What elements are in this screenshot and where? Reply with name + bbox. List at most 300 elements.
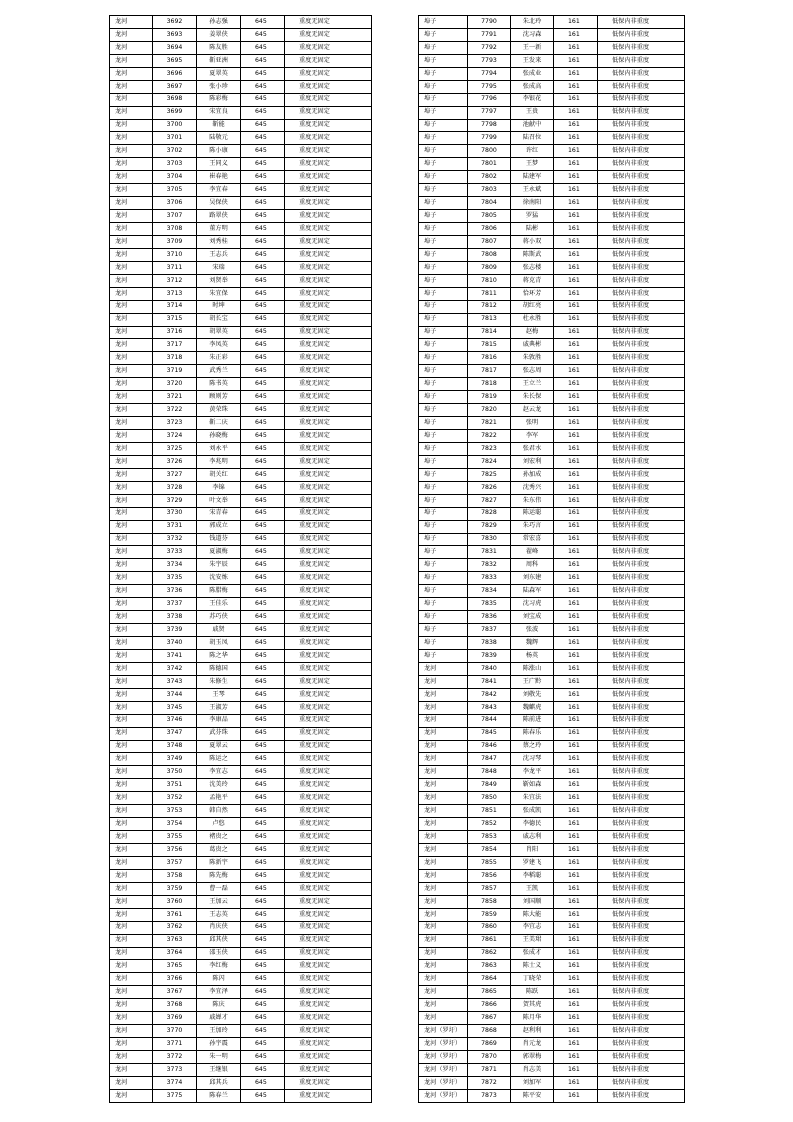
category-cell: 重度无固定	[285, 197, 372, 210]
name-cell: 王淑芳	[197, 701, 241, 714]
amount-cell: 161	[554, 766, 598, 779]
town-cell: 龙河	[419, 766, 468, 779]
table-row	[419, 145, 685, 158]
amount-cell: 645	[241, 805, 285, 818]
serial-number-cell: 7799	[468, 132, 511, 145]
name-cell: 王梦	[511, 158, 554, 171]
town-cell: 埠子	[419, 300, 468, 313]
category-cell: 重度无固定	[285, 792, 372, 805]
table-row	[110, 352, 372, 365]
amount-cell: 161	[554, 313, 598, 326]
name-cell: 武芬珠	[197, 727, 241, 740]
town-cell: 埠子	[419, 326, 468, 339]
category-cell: 重度无固定	[285, 1076, 372, 1089]
name-cell: 沈秀兴	[511, 481, 554, 494]
amount-cell: 161	[554, 740, 598, 753]
amount-cell: 645	[241, 611, 285, 624]
town-cell: 龙河	[419, 818, 468, 831]
name-cell: 沈美玲	[197, 779, 241, 792]
name-cell: 李宜泽	[197, 986, 241, 999]
category-cell: 重度无固定	[285, 67, 372, 80]
serial-number-cell: 3761	[153, 908, 197, 921]
name-cell: 李银花	[511, 93, 554, 106]
name-cell: 陈先梅	[197, 869, 241, 882]
name-cell: 肖阳	[511, 844, 554, 857]
category-cell: 低保内非重度	[598, 740, 685, 753]
name-cell: 刘宝成	[511, 611, 554, 624]
amount-cell: 645	[241, 792, 285, 805]
amount-cell: 645	[241, 882, 285, 895]
amount-cell: 161	[554, 611, 598, 624]
town-cell: 龙河	[110, 960, 153, 973]
town-cell: 龙河	[110, 999, 153, 1012]
serial-number-cell: 7837	[468, 624, 511, 637]
table-row	[110, 145, 372, 158]
amount-cell: 161	[554, 197, 598, 210]
amount-cell: 645	[241, 779, 285, 792]
serial-number-cell: 7829	[468, 520, 511, 533]
category-cell: 重度无固定	[285, 701, 372, 714]
town-cell: 龙河	[110, 1089, 153, 1102]
serial-number-cell: 3716	[153, 326, 197, 339]
amount-cell: 161	[554, 93, 598, 106]
name-cell: 陈之华	[197, 649, 241, 662]
table-row	[419, 404, 685, 417]
table-row	[110, 326, 372, 339]
table-row	[419, 1025, 685, 1038]
category-cell: 重度无固定	[285, 16, 372, 29]
amount-cell: 161	[554, 869, 598, 882]
amount-cell: 161	[554, 624, 598, 637]
town-cell: 龙河	[110, 442, 153, 455]
amount-cell: 645	[241, 740, 285, 753]
amount-cell: 645	[241, 766, 285, 779]
category-cell: 低保内非重度	[598, 844, 685, 857]
amount-cell: 645	[241, 546, 285, 559]
serial-number-cell: 7850	[468, 792, 511, 805]
name-cell: 王发来	[511, 54, 554, 67]
category-cell: 低保内非重度	[598, 520, 685, 533]
table-row	[110, 895, 372, 908]
serial-number-cell: 3768	[153, 999, 197, 1012]
amount-cell: 161	[554, 41, 598, 54]
serial-number-cell: 3726	[153, 455, 197, 468]
town-cell: 龙河	[110, 1012, 153, 1025]
name-cell: 郭成立	[197, 520, 241, 533]
serial-number-cell: 3770	[153, 1025, 197, 1038]
name-cell: 黄荣珠	[197, 404, 241, 417]
serial-number-cell: 3765	[153, 960, 197, 973]
serial-number-cell: 3720	[153, 378, 197, 391]
table-row	[110, 921, 372, 934]
category-cell: 低保内非重度	[598, 1025, 685, 1038]
name-cell: 戚婵才	[197, 1012, 241, 1025]
name-cell: 赵利利	[511, 1025, 554, 1038]
category-cell: 重度无固定	[285, 223, 372, 236]
town-cell: 埠子	[419, 158, 468, 171]
serial-number-cell: 3771	[153, 1038, 197, 1051]
town-cell: 龙河	[419, 792, 468, 805]
name-cell: 王立兰	[511, 378, 554, 391]
name-cell: 张成业	[511, 67, 554, 80]
town-cell: 埠子	[419, 80, 468, 93]
table-row	[419, 417, 685, 430]
table-row	[110, 649, 372, 662]
town-cell: 埠子	[419, 533, 468, 546]
category-cell: 低保内非重度	[598, 701, 685, 714]
town-cell: 龙河	[419, 947, 468, 960]
amount-cell: 645	[241, 637, 285, 650]
name-cell: 陈春乐	[511, 727, 554, 740]
name-cell: 陈斯武	[511, 248, 554, 261]
serial-number-cell: 3721	[153, 391, 197, 404]
town-cell: 龙河	[110, 274, 153, 287]
name-cell: 张波	[511, 624, 554, 637]
table-row	[110, 261, 372, 274]
category-cell: 低保内非重度	[598, 1089, 685, 1102]
amount-cell: 645	[241, 184, 285, 197]
serial-number-cell: 7825	[468, 468, 511, 481]
serial-number-cell: 7856	[468, 869, 511, 882]
amount-cell: 161	[554, 352, 598, 365]
table-row	[419, 1051, 685, 1064]
town-cell: 龙河（罗圩）	[419, 1051, 468, 1064]
serial-number-cell: 3773	[153, 1063, 197, 1076]
amount-cell: 645	[241, 507, 285, 520]
name-cell: 沈习琴	[511, 753, 554, 766]
category-cell: 低保内非重度	[598, 404, 685, 417]
amount-cell: 161	[554, 391, 598, 404]
name-cell: 孙志强	[197, 16, 241, 29]
category-cell: 重度无固定	[285, 468, 372, 481]
category-cell: 重度无固定	[285, 662, 372, 675]
serial-number-cell: 7816	[468, 352, 511, 365]
category-cell: 低保内非重度	[598, 882, 685, 895]
category-cell: 低保内非重度	[598, 714, 685, 727]
amount-cell: 645	[241, 391, 285, 404]
category-cell: 低保内非重度	[598, 339, 685, 352]
category-cell: 重度无固定	[285, 869, 372, 882]
name-cell: 陈新宇	[197, 856, 241, 869]
name-cell: 刘加军	[511, 1076, 554, 1089]
table-row	[419, 779, 685, 792]
table-row	[110, 869, 372, 882]
town-cell: 龙河	[419, 973, 468, 986]
town-cell: 埠子	[419, 16, 468, 29]
category-cell: 重度无固定	[285, 818, 372, 831]
amount-cell: 161	[554, 714, 598, 727]
category-cell: 重度无固定	[285, 921, 372, 934]
name-cell: 邱其侠	[197, 934, 241, 947]
name-cell: 靳如森	[511, 779, 554, 792]
table-row	[110, 313, 372, 326]
name-cell: 陆森军	[511, 585, 554, 598]
town-cell: 埠子	[419, 430, 468, 443]
town-cell: 龙河	[110, 455, 153, 468]
category-cell: 重度无固定	[285, 1063, 372, 1076]
category-cell: 低保内非重度	[598, 197, 685, 210]
serial-number-cell: 7791	[468, 28, 511, 41]
category-cell: 重度无固定	[285, 494, 372, 507]
table-row	[110, 28, 372, 41]
table-row	[110, 999, 372, 1012]
category-cell: 低保内非重度	[598, 934, 685, 947]
amount-cell: 161	[554, 753, 598, 766]
town-cell: 埠子	[419, 598, 468, 611]
town-cell: 龙河	[110, 223, 153, 236]
amount-cell: 645	[241, 1012, 285, 1025]
serial-number-cell: 7822	[468, 430, 511, 443]
amount-cell: 645	[241, 41, 285, 54]
name-cell: 苏巧侠	[197, 611, 241, 624]
name-cell: 刘宏利	[511, 455, 554, 468]
amount-cell: 161	[554, 1089, 598, 1102]
table-row	[419, 675, 685, 688]
serial-number-cell: 7808	[468, 248, 511, 261]
table-row	[419, 999, 685, 1012]
name-cell: 蒋克青	[511, 274, 554, 287]
table-row	[419, 947, 685, 960]
serial-number-cell: 3695	[153, 54, 197, 67]
amount-cell: 645	[241, 559, 285, 572]
serial-number-cell: 3723	[153, 417, 197, 430]
town-cell: 龙河	[419, 779, 468, 792]
town-cell: 埠子	[419, 261, 468, 274]
amount-cell: 161	[554, 235, 598, 248]
category-cell: 重度无固定	[285, 934, 372, 947]
category-cell: 重度无固定	[285, 145, 372, 158]
amount-cell: 161	[554, 572, 598, 585]
table-row	[110, 831, 372, 844]
name-cell: 陈平安	[511, 1089, 554, 1102]
name-cell: 陆敬元	[197, 132, 241, 145]
table-row	[110, 986, 372, 999]
town-cell: 龙河	[110, 637, 153, 650]
amount-cell: 645	[241, 442, 285, 455]
town-cell: 龙河	[419, 805, 468, 818]
category-cell: 重度无固定	[285, 520, 372, 533]
serial-number-cell: 3767	[153, 986, 197, 999]
category-cell: 低保内非重度	[598, 753, 685, 766]
category-cell: 重度无固定	[285, 313, 372, 326]
serial-number-cell: 7823	[468, 442, 511, 455]
table-row	[419, 1012, 685, 1025]
amount-cell: 645	[241, 430, 285, 443]
table-row	[419, 93, 685, 106]
amount-cell: 645	[241, 106, 285, 119]
name-cell: 夏淑梅	[197, 546, 241, 559]
category-cell: 重度无固定	[285, 287, 372, 300]
town-cell: 龙河	[110, 727, 153, 740]
amount-cell: 161	[554, 300, 598, 313]
table-row	[110, 701, 372, 714]
serial-number-cell: 7830	[468, 533, 511, 546]
name-cell: 钱道芬	[197, 533, 241, 546]
table-row	[419, 727, 685, 740]
category-cell: 重度无固定	[285, 844, 372, 857]
serial-number-cell: 3724	[153, 430, 197, 443]
amount-cell: 161	[554, 701, 598, 714]
table-row	[110, 80, 372, 93]
amount-cell: 645	[241, 585, 285, 598]
category-cell: 低保内非重度	[598, 688, 685, 701]
category-cell: 低保内非重度	[598, 766, 685, 779]
table-row	[110, 1063, 372, 1076]
town-cell: 龙河	[110, 93, 153, 106]
amount-cell: 645	[241, 688, 285, 701]
town-cell: 龙河	[419, 882, 468, 895]
town-cell: 龙河	[110, 67, 153, 80]
serial-number-cell: 7859	[468, 908, 511, 921]
category-cell: 重度无固定	[285, 895, 372, 908]
table-row	[419, 585, 685, 598]
table-row	[419, 481, 685, 494]
category-cell: 低保内非重度	[598, 662, 685, 675]
town-cell: 龙河	[110, 41, 153, 54]
category-cell: 重度无固定	[285, 1038, 372, 1051]
category-cell: 重度无固定	[285, 986, 372, 999]
name-cell: 李康品	[197, 714, 241, 727]
serial-number-cell: 3736	[153, 585, 197, 598]
left-table-body	[110, 16, 372, 1103]
town-cell: 龙河	[110, 714, 153, 727]
name-cell: 陈大能	[511, 908, 554, 921]
table-row	[110, 805, 372, 818]
serial-number-cell: 3762	[153, 921, 197, 934]
name-cell: 陈彩梅	[197, 93, 241, 106]
category-cell: 重度无固定	[285, 533, 372, 546]
category-cell: 低保内非重度	[598, 132, 685, 145]
name-cell: 戚志利	[511, 831, 554, 844]
serial-number-cell: 7862	[468, 947, 511, 960]
town-cell: 龙河	[110, 753, 153, 766]
town-cell: 龙河（罗圩）	[419, 1076, 468, 1089]
serial-number-cell: 3742	[153, 662, 197, 675]
amount-cell: 161	[554, 119, 598, 132]
town-cell: 埠子	[419, 352, 468, 365]
name-cell: 吴保侠	[197, 197, 241, 210]
table-row	[419, 533, 685, 546]
town-cell: 龙河（罗圩）	[419, 1063, 468, 1076]
town-cell: 龙河	[110, 404, 153, 417]
serial-number-cell: 3753	[153, 805, 197, 818]
name-cell: 陈庆	[197, 999, 241, 1012]
amount-cell: 161	[554, 779, 598, 792]
name-cell: 李德民	[511, 818, 554, 831]
town-cell: 龙河	[110, 921, 153, 934]
table-row	[419, 714, 685, 727]
table-row	[110, 934, 372, 947]
table-row	[419, 856, 685, 869]
town-cell: 埠子	[419, 67, 468, 80]
category-cell: 低保内非重度	[598, 973, 685, 986]
table-row	[110, 611, 372, 624]
town-cell: 龙河	[110, 430, 153, 443]
category-cell: 低保内非重度	[598, 235, 685, 248]
town-cell: 龙河	[110, 662, 153, 675]
category-cell: 低保内非重度	[598, 559, 685, 572]
table-row	[110, 688, 372, 701]
town-cell: 龙河	[419, 934, 468, 947]
table-row	[419, 701, 685, 714]
serial-number-cell: 7814	[468, 326, 511, 339]
category-cell: 低保内非重度	[598, 598, 685, 611]
category-cell: 低保内非重度	[598, 611, 685, 624]
table-row	[419, 248, 685, 261]
category-cell: 低保内非重度	[598, 210, 685, 223]
category-cell: 低保内非重度	[598, 507, 685, 520]
category-cell: 低保内非重度	[598, 54, 685, 67]
category-cell: 低保内非重度	[598, 313, 685, 326]
town-cell: 龙河	[110, 54, 153, 67]
category-cell: 重度无固定	[285, 973, 372, 986]
town-cell: 埠子	[419, 507, 468, 520]
serial-number-cell: 7795	[468, 80, 511, 93]
town-cell: 龙河	[110, 300, 153, 313]
amount-cell: 645	[241, 598, 285, 611]
table-row	[110, 106, 372, 119]
serial-number-cell: 7835	[468, 598, 511, 611]
amount-cell: 161	[554, 649, 598, 662]
table-row	[110, 274, 372, 287]
table-row	[419, 624, 685, 637]
name-cell: 李红梅	[197, 960, 241, 973]
name-cell: 陈德国	[197, 662, 241, 675]
name-cell: 朱长保	[511, 391, 554, 404]
name-cell: 朱宇辰	[197, 559, 241, 572]
town-cell: 龙河	[110, 546, 153, 559]
amount-cell: 645	[241, 572, 285, 585]
name-cell: 陈跃	[511, 986, 554, 999]
category-cell: 低保内非重度	[598, 261, 685, 274]
table-row	[419, 973, 685, 986]
table-row	[419, 468, 685, 481]
amount-cell: 161	[554, 637, 598, 650]
amount-cell: 645	[241, 947, 285, 960]
right-table-body	[419, 16, 685, 1103]
serial-number-cell: 3739	[153, 624, 197, 637]
serial-number-cell: 7854	[468, 844, 511, 857]
amount-cell: 645	[241, 481, 285, 494]
town-cell: 埠子	[419, 210, 468, 223]
serial-number-cell: 3727	[153, 468, 197, 481]
name-cell: 肖志美	[511, 1063, 554, 1076]
town-cell: 埠子	[419, 365, 468, 378]
serial-number-cell: 3705	[153, 184, 197, 197]
amount-cell: 161	[554, 223, 598, 236]
table-row	[419, 934, 685, 947]
category-cell: 低保内非重度	[598, 41, 685, 54]
serial-number-cell: 7828	[468, 507, 511, 520]
amount-cell: 161	[554, 546, 598, 559]
serial-number-cell: 7806	[468, 223, 511, 236]
name-cell: 李宜志	[511, 921, 554, 934]
table-row	[110, 520, 372, 533]
serial-number-cell: 3740	[153, 637, 197, 650]
amount-cell: 645	[241, 468, 285, 481]
category-cell: 重度无固定	[285, 106, 372, 119]
category-cell: 低保内非重度	[598, 546, 685, 559]
town-cell: 龙河（罗圩）	[419, 1038, 468, 1051]
table-row	[110, 624, 372, 637]
town-cell: 龙河	[110, 986, 153, 999]
name-cell: 时坤	[197, 300, 241, 313]
amount-cell: 161	[554, 585, 598, 598]
serial-number-cell: 3763	[153, 934, 197, 947]
table-row	[110, 378, 372, 391]
town-cell: 龙河	[110, 1025, 153, 1038]
category-cell: 低保内非重度	[598, 856, 685, 869]
